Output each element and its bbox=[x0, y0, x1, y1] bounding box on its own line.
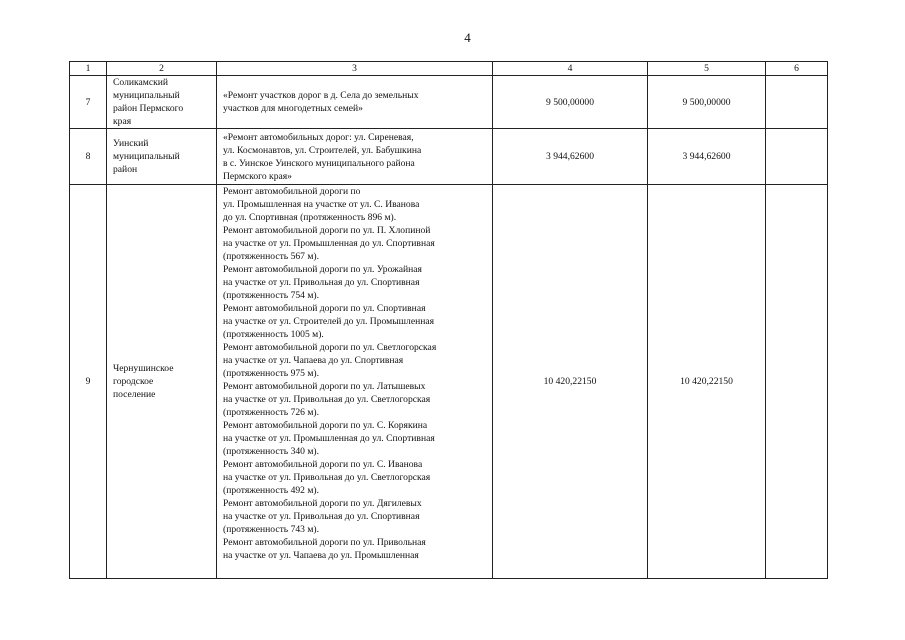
text-line: муниципальный bbox=[113, 90, 180, 101]
text-line: участков для многодетных семей» bbox=[223, 103, 363, 114]
project-description bbox=[217, 129, 493, 185]
row-number: 9 bbox=[70, 185, 107, 579]
text-line: на участке от ул. Чапаева до ул. Промышленная bbox=[223, 550, 419, 561]
text-line: Ремонт автомобильной дороги по ул. С. Корякина bbox=[223, 420, 428, 431]
text-line: на участке от ул. Строителей до ул. Промышленная bbox=[223, 316, 435, 327]
text-line: ул. Космонавтов, ул. Строителей, ул. Бабушкина bbox=[223, 144, 422, 156]
project-description bbox=[217, 185, 493, 579]
project-description bbox=[217, 76, 493, 129]
text-line: Ремонт автомобильной дороги по ул. Дягилевых bbox=[223, 498, 422, 509]
municipality-name bbox=[107, 76, 217, 129]
text-line: до ул. Спортивная (протяженность 896 м). bbox=[223, 212, 397, 223]
text-line: на участке от ул. Привольная до ул. Спортивная bbox=[223, 511, 420, 522]
table-row bbox=[70, 76, 828, 129]
text-line: на участке от ул. Привольная до ул. Светлогорская bbox=[223, 472, 431, 483]
text-line: (протяженность 743 м). bbox=[223, 524, 320, 535]
text-line: (протяженность 754 м). bbox=[223, 290, 320, 301]
text-line: поселение bbox=[113, 389, 156, 400]
amount-col5: 10 420,22150 bbox=[648, 185, 766, 579]
text-line: на участке от ул. Промышленная до ул. Спортивная bbox=[223, 238, 435, 249]
budget-table bbox=[69, 61, 828, 579]
text-line: район Пермского bbox=[113, 103, 184, 114]
row-number: 7 bbox=[70, 76, 107, 129]
text-line: (протяженность 567 м). bbox=[223, 251, 320, 262]
text-line: края bbox=[113, 116, 132, 127]
text-line: Соликамский bbox=[113, 77, 169, 88]
text-line: «Ремонт участков дорог в д. Села до земельных bbox=[223, 90, 419, 101]
amount-col4: 3 944,62600 bbox=[493, 129, 648, 185]
amount-col6 bbox=[766, 129, 828, 185]
text-line: муниципальный bbox=[113, 151, 180, 162]
text-line: Уинский bbox=[113, 138, 149, 149]
text-line: городское bbox=[113, 376, 154, 387]
text-line: на участке от ул. Привольная до ул. Спортивная bbox=[223, 277, 420, 288]
table-row bbox=[70, 185, 828, 579]
municipality-name bbox=[107, 129, 217, 185]
text-line: Ремонт автомобильной дороги по ул. Спортивная bbox=[223, 303, 426, 314]
page-number: 4 bbox=[464, 30, 471, 45]
column-header: 2 bbox=[107, 62, 217, 76]
text-line: на участке от ул. Чапаева до ул. Спортивная bbox=[223, 355, 404, 366]
text-line: (протяженность 975 м). bbox=[223, 368, 320, 379]
text-line: Ремонт автомобильной дороги по bbox=[223, 186, 361, 197]
text-line: Ремонт автомобильной дороги по ул. Урожайная bbox=[223, 264, 422, 275]
amount-col6 bbox=[766, 76, 828, 129]
text-line: (протяженность 726 м). bbox=[223, 407, 320, 418]
row-number: 8 bbox=[70, 129, 107, 185]
amount-col5: 3 944,62600 bbox=[648, 129, 766, 185]
text-line: на участке от ул. Промышленная до ул. Спортивная bbox=[223, 433, 435, 444]
text-line: (протяженность 1005 м). bbox=[223, 329, 324, 340]
text-line: Ремонт автомобильной дороги по ул. Латышевых bbox=[223, 381, 426, 392]
text-line: «Ремонт автомобильных дорог: ул. Сиреневая, bbox=[223, 131, 414, 143]
text-line: (протяженность 340 м). bbox=[223, 446, 320, 457]
table-row bbox=[70, 129, 828, 185]
amount-col5: 9 500,00000 bbox=[648, 76, 766, 129]
text-line: на участке от ул. Привольная до ул. Светлогорская bbox=[223, 394, 431, 405]
text-line: в с. Уинское Уинского муниципального района bbox=[223, 157, 415, 169]
text-line: Ремонт автомобильной дороги по ул. П. Хлопиной bbox=[223, 225, 431, 236]
text-line: Ремонт автомобильной дороги по ул. С. Иванова bbox=[223, 459, 423, 470]
text-line: Ремонт автомобильной дороги по ул. Привольная bbox=[223, 537, 426, 548]
column-header: 5 bbox=[648, 62, 766, 76]
text-line: район bbox=[113, 164, 138, 175]
column-header: 6 bbox=[766, 62, 828, 76]
amount-col6 bbox=[766, 185, 828, 579]
column-header: 1 bbox=[70, 62, 107, 76]
text-line: Ремонт автомобильной дороги по ул. Светлогорская bbox=[223, 342, 437, 353]
amount-col4: 9 500,00000 bbox=[493, 76, 648, 129]
description-text-block bbox=[223, 185, 489, 577]
header-row bbox=[70, 62, 828, 76]
text-line: ул. Промышленная на участке от ул. С. Иванова bbox=[223, 199, 420, 210]
column-header: 3 bbox=[217, 62, 493, 76]
text-line: Пермского края» bbox=[223, 170, 292, 182]
amount-col4: 10 420,22150 bbox=[493, 185, 648, 579]
text-line: Чернушинское bbox=[113, 363, 174, 374]
text-line: (протяженность 492 м). bbox=[223, 485, 320, 496]
municipality-name bbox=[107, 185, 217, 579]
column-header: 4 bbox=[493, 62, 648, 76]
